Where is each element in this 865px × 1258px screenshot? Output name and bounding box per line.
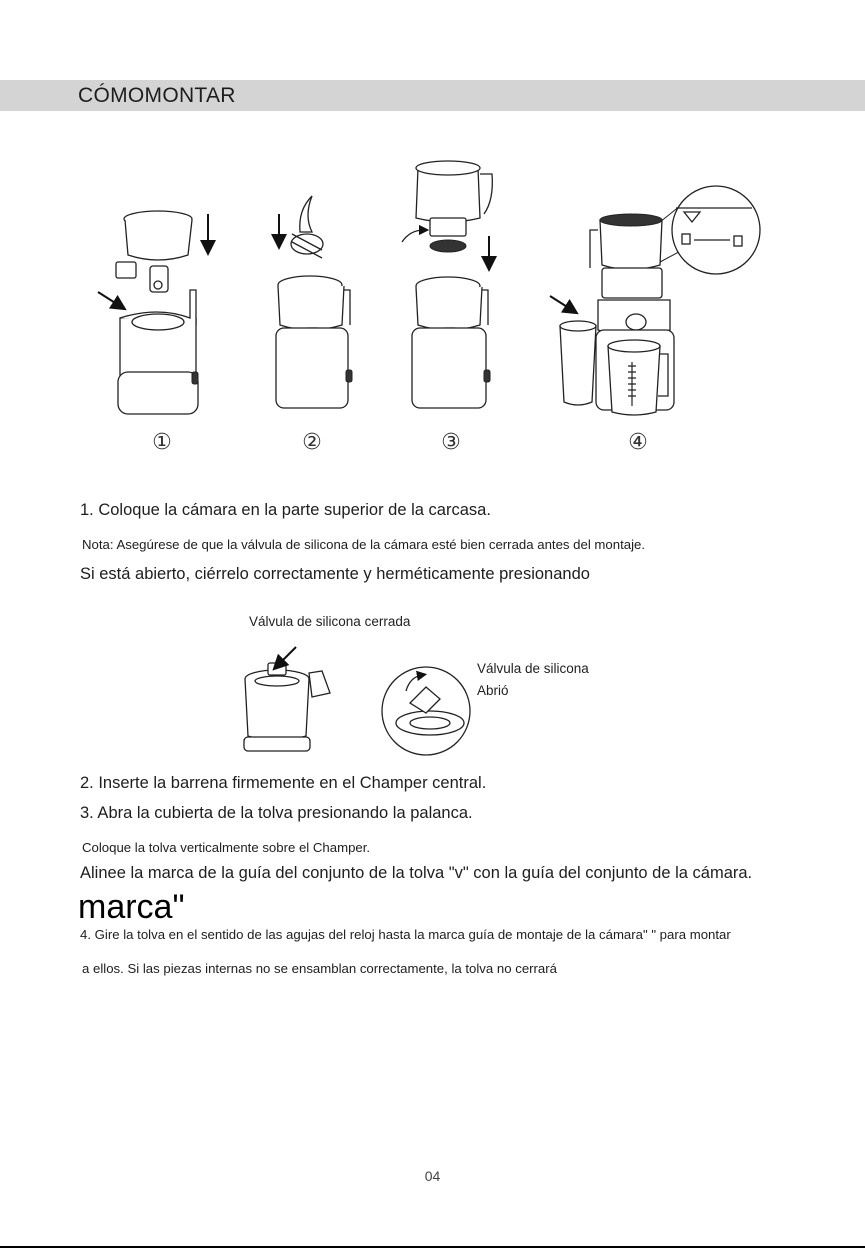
assembly-illustration — [0, 150, 865, 470]
silicone-valve-illustration — [230, 636, 650, 776]
instruction-align: Alinee la marca de la guía del conjunto de la tolva "v" con la guía del conjunto de la cámara. — [80, 864, 753, 882]
instruction-step2: 2. Inserte la barrena firmemente en el Champer central. — [80, 774, 487, 792]
page-number: 04 — [424, 1168, 441, 1184]
step2-drawing — [276, 196, 352, 408]
valve-open-label-line1: Válvula de silicona — [477, 661, 589, 676]
valve-open-label-line2: Abrió — [477, 683, 509, 698]
instruction-place-hopper: Coloque la tolva verticalmente sobre el Champer. — [82, 840, 371, 855]
bottom-divider — [0, 1246, 865, 1248]
step3-drawing — [402, 161, 492, 408]
instruction-step3: 3. Abra la cubierta de la tolva presionando la palanca. — [80, 804, 473, 822]
instruction-step1: 1. Coloque la cámara en la parte superior de la carcasa. — [80, 501, 491, 519]
section-title: CÓMOMONTAR — [78, 84, 236, 107]
valve-closed-label: Válvula de silicona cerrada — [249, 614, 411, 629]
step-number-2: ② — [302, 429, 322, 454]
instruction-step4: 4. Gire la tolva en el sentido de las agujas del reloj hasta la marca guía de montaje de la cámara" " para montar — [80, 927, 731, 942]
step1-drawing — [98, 211, 208, 414]
step-number-1: ① — [152, 429, 172, 454]
step4-drawing — [550, 186, 760, 415]
step-number-4: ④ — [628, 429, 648, 454]
instruction-if-open: Si está abierto, ciérrelo correctamente y herméticamente presionando — [80, 565, 590, 583]
instruction-note: Nota: Asegúrese de que la válvula de silicona de la cámara esté bien cerrada antes del montaje. — [82, 537, 646, 552]
instruction-marca: marca" — [78, 888, 185, 926]
step-number-3: ③ — [441, 429, 461, 454]
instruction-step4-continued: a ellos. Si las piezas internas no se ensamblan correctamente, la tolva no cerrará — [82, 961, 557, 976]
